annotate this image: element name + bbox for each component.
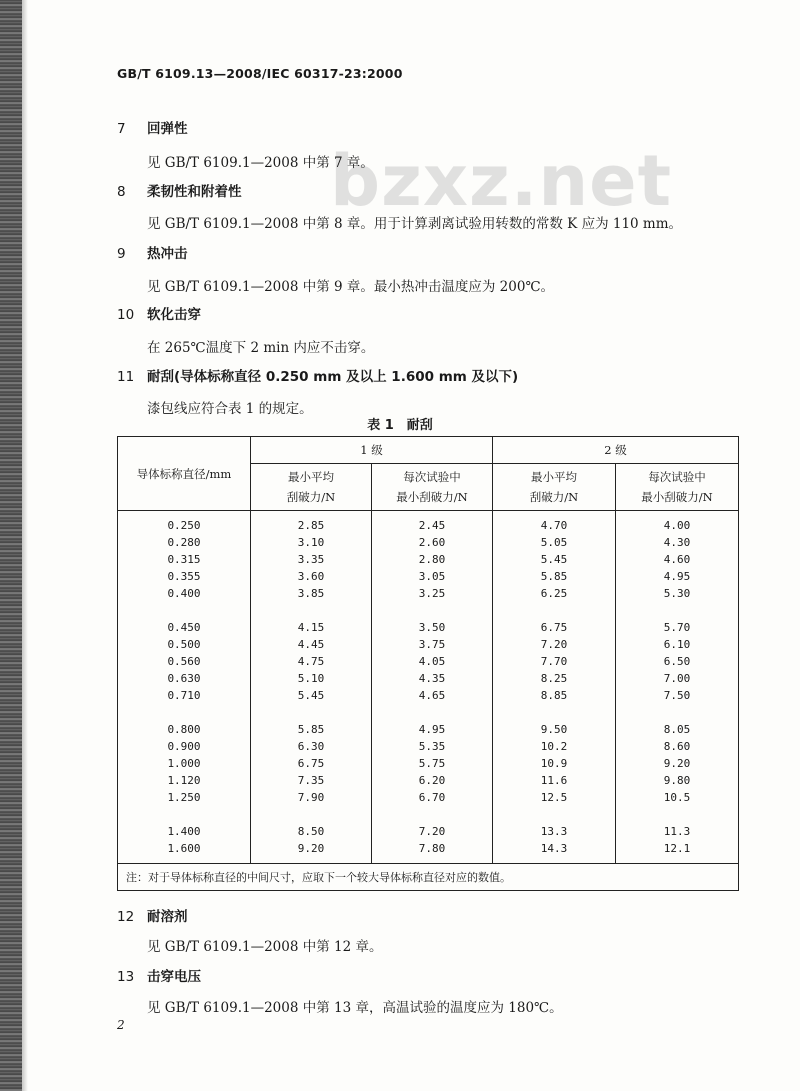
table-cell: 1.400 — [118, 806, 251, 840]
table-cell: 0.900 — [118, 738, 251, 755]
table-row — [118, 602, 739, 636]
table-cell: 0.355 — [118, 568, 251, 585]
table-row — [118, 704, 739, 738]
table-cell: 7.90 — [251, 789, 372, 806]
section-9-body: 见 GB/T 6109.1—2008 中第 9 章。最小热冲击温度应为 200℃。 — [147, 279, 555, 295]
table-cell: 4.95 — [616, 568, 739, 585]
table-cell: 4.70 — [493, 511, 616, 535]
table-cell: 1.250 — [118, 789, 251, 806]
table-cell: 1.120 — [118, 772, 251, 789]
table-row — [118, 772, 739, 789]
col-header-grade1: 1 级 — [251, 437, 493, 464]
table-cell: 5.45 — [251, 687, 372, 704]
table-cell: 4.45 — [251, 636, 372, 653]
table-cell: 8.50 — [251, 806, 372, 840]
header-line: 最小平均 — [531, 470, 578, 484]
table-cell: 7.00 — [616, 670, 739, 687]
table-cell: 2.60 — [372, 534, 493, 551]
section-13-heading — [117, 965, 201, 985]
table-cell: 0.560 — [118, 653, 251, 670]
table-row — [118, 568, 739, 585]
section-title: 耐刮(导体标称直径 0.250 mm 及以上 1.600 mm 及以下) — [147, 369, 519, 385]
section-13-body: 见 GB/T 6109.1—2008 中第 13 章，高温试验的温度应为 180℃。 — [147, 1000, 563, 1016]
section-number: 7 — [117, 121, 126, 137]
col-header-diameter: 导体标称直径/mm — [118, 437, 251, 511]
section-number: 13 — [117, 969, 135, 985]
table-title: 表 1 耐刮 — [367, 418, 433, 433]
table-row — [118, 534, 739, 551]
section-8-body: 见 GB/T 6109.1—2008 中第 8 章。用于计算剥离试验用转数的常数 K 应为 110 mm。 — [147, 216, 683, 232]
table-cell: 0.630 — [118, 670, 251, 687]
table-cell: 4.05 — [372, 653, 493, 670]
col-header-grade2: 2 级 — [493, 437, 739, 464]
table-row — [118, 653, 739, 670]
col-header-g1-avg — [251, 464, 372, 511]
table-cell: 9.20 — [616, 755, 739, 772]
section-number: 10 — [117, 307, 135, 323]
table-cell: 9.80 — [616, 772, 739, 789]
page-number: 2 — [117, 1018, 125, 1032]
watermark: bzxz.net — [330, 140, 673, 222]
table-cell: 5.10 — [251, 670, 372, 687]
section-10-heading — [117, 303, 201, 323]
section-12-heading — [117, 905, 188, 925]
table-cell: 0.400 — [118, 585, 251, 602]
section-title: 击穿电压 — [147, 969, 201, 985]
table-cell: 9.50 — [493, 704, 616, 738]
table-cell: 4.65 — [372, 687, 493, 704]
table-row — [118, 755, 739, 772]
table-cell: 12.5 — [493, 789, 616, 806]
table-cell: 6.75 — [251, 755, 372, 772]
table-cell: 6.75 — [493, 602, 616, 636]
table-cell: 4.15 — [251, 602, 372, 636]
section-9-heading — [117, 242, 188, 262]
col-header-g1-single — [372, 464, 493, 511]
header-line: 刮破力/N — [529, 490, 579, 504]
table-cell: 14.3 — [493, 840, 616, 864]
table-cell: 4.95 — [372, 704, 493, 738]
table-cell: 5.05 — [493, 534, 616, 551]
table-cell: 4.30 — [616, 534, 739, 551]
header-line: 每次试验中 — [403, 470, 461, 484]
table-row — [118, 670, 739, 687]
section-title: 回弹性 — [147, 121, 188, 137]
table-cell: 3.75 — [372, 636, 493, 653]
table-cell: 3.10 — [251, 534, 372, 551]
table-cell: 0.500 — [118, 636, 251, 653]
section-number: 9 — [117, 246, 126, 262]
table-note: 注：对于导体标称直径的中间尺寸，应取下一个较大导体标称直径对应的数值。 — [118, 864, 739, 891]
table-cell: 6.50 — [616, 653, 739, 670]
section-number: 12 — [117, 909, 135, 925]
section-11-heading — [117, 365, 518, 385]
table-cell: 10.2 — [493, 738, 616, 755]
table-cell: 7.20 — [372, 806, 493, 840]
section-8-heading — [117, 180, 242, 200]
section-title: 软化击穿 — [147, 307, 201, 323]
table-cell: 8.60 — [616, 738, 739, 755]
table-row — [118, 806, 739, 840]
table-cell: 10.5 — [616, 789, 739, 806]
table-cell: 0.250 — [118, 511, 251, 535]
header-line: 刮破力/N — [286, 490, 336, 504]
table-cell: 3.85 — [251, 585, 372, 602]
table-cell: 11.6 — [493, 772, 616, 789]
table-cell: 5.75 — [372, 755, 493, 772]
col-header-g2-avg — [493, 464, 616, 511]
header-line: 最小刮破力/N — [641, 490, 713, 504]
table-row — [118, 738, 739, 755]
table-cell: 2.45 — [372, 511, 493, 535]
table-cell: 6.20 — [372, 772, 493, 789]
section-7-body: 见 GB/T 6109.1—2008 中第 7 章。 — [147, 155, 374, 171]
table-cell: 5.85 — [493, 568, 616, 585]
table-cell: 7.80 — [372, 840, 493, 864]
table-cell: 3.35 — [251, 551, 372, 568]
table-cell: 5.85 — [251, 704, 372, 738]
section-title: 柔韧性和附着性 — [147, 184, 242, 200]
header-line: 最小平均 — [288, 470, 334, 484]
table-cell: 3.25 — [372, 585, 493, 602]
section-number: 8 — [117, 184, 126, 200]
table-cell: 11.3 — [616, 806, 739, 840]
table-row — [118, 585, 739, 602]
table-row — [118, 551, 739, 568]
table-cell: 8.05 — [616, 704, 739, 738]
table-cell: 9.20 — [251, 840, 372, 864]
section-title: 耐溶剂 — [147, 909, 188, 925]
table-cell: 3.60 — [251, 568, 372, 585]
table-cell: 6.70 — [372, 789, 493, 806]
scrape-resistance-table — [117, 436, 739, 891]
header-line: 最小刮破力/N — [396, 490, 468, 504]
section-10-body: 在 265℃温度下 2 min 内应不击穿。 — [147, 340, 375, 356]
table-cell: 6.10 — [616, 636, 739, 653]
section-title: 热冲击 — [147, 246, 188, 262]
table-cell: 2.85 — [251, 511, 372, 535]
scan-edge — [0, 0, 22, 1091]
table-cell: 8.25 — [493, 670, 616, 687]
table-cell: 0.710 — [118, 687, 251, 704]
table-cell: 7.35 — [251, 772, 372, 789]
table-cell: 4.60 — [616, 551, 739, 568]
table-cell: 12.1 — [616, 840, 739, 864]
table-cell: 1.600 — [118, 840, 251, 864]
table-cell: 4.00 — [616, 511, 739, 535]
section-7-heading — [117, 117, 188, 137]
table-cell: 0.315 — [118, 551, 251, 568]
table-body — [118, 511, 739, 864]
table-cell: 5.70 — [616, 602, 739, 636]
section-11-body: 漆包线应符合表 1 的规定。 — [147, 401, 313, 417]
table-row — [118, 511, 739, 535]
table-row — [118, 840, 739, 864]
table-cell: 5.30 — [616, 585, 739, 602]
table-cell: 1.000 — [118, 755, 251, 772]
table-cell: 2.80 — [372, 551, 493, 568]
table-cell: 0.800 — [118, 704, 251, 738]
table-cell: 5.45 — [493, 551, 616, 568]
table-cell: 4.75 — [251, 653, 372, 670]
table-cell: 0.280 — [118, 534, 251, 551]
section-number: 11 — [117, 369, 135, 385]
table-cell: 8.85 — [493, 687, 616, 704]
table-cell: 10.9 — [493, 755, 616, 772]
table-row — [118, 789, 739, 806]
section-12-body: 见 GB/T 6109.1—2008 中第 12 章。 — [147, 939, 383, 955]
table-cell: 7.20 — [493, 636, 616, 653]
table-cell: 6.25 — [493, 585, 616, 602]
table-cell: 6.30 — [251, 738, 372, 755]
table-cell: 5.35 — [372, 738, 493, 755]
table-row — [118, 636, 739, 653]
table-cell: 0.450 — [118, 602, 251, 636]
table-cell: 13.3 — [493, 806, 616, 840]
table-cell: 7.70 — [493, 653, 616, 670]
header-line: 每次试验中 — [648, 470, 706, 484]
table-cell: 3.05 — [372, 568, 493, 585]
standard-header: GB/T 6109.13—2008/IEC 60317-23:2000 — [117, 66, 403, 81]
table-row — [118, 687, 739, 704]
table-cell: 3.50 — [372, 602, 493, 636]
table-cell: 4.35 — [372, 670, 493, 687]
col-header-g2-single — [616, 464, 739, 511]
table-cell: 7.50 — [616, 687, 739, 704]
